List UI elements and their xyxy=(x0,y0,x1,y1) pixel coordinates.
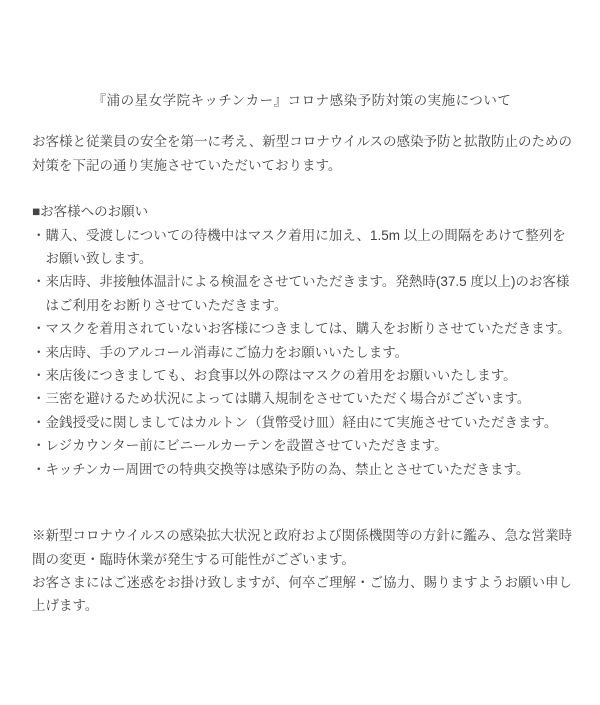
note-paragraph: お客さまにはご迷惑をお掛け致しますが、何卒ご理解・ご協力、賜りますようお願い申し上げます。 xyxy=(32,574,572,614)
customer-requests-section xyxy=(32,200,572,481)
request-list xyxy=(32,224,572,481)
list-item: ・来店時、手のアルコール消毒にご協力をお願いいたします。 xyxy=(32,344,409,360)
intro-paragraph: お客様と従業員の安全を第一に考え、新型コロナウイルスの感染予防と拡散防止のための対策を下記の通り実施させていただいております。 xyxy=(32,134,572,173)
list-item: ・三密を避けるため状況によっては購入規制をさせていただく場合がございます。 xyxy=(32,391,531,407)
list-item: ・レジカウンター前にビニールカーテンを設置させていただきます。 xyxy=(32,438,448,454)
closing-notes xyxy=(32,524,572,618)
page-title: 『浦の星女学院キッチンカー』コロナ感染予防対策の実施について xyxy=(92,93,512,108)
list-item: ・マスクを着用されていないお客様につきましては、購入をお断りさせていただきます。 xyxy=(32,321,571,337)
list-item: ・キッチンカー周囲での特典交換等は感染予防の為、禁止とさせていただきます。 xyxy=(32,461,530,477)
note-paragraph: ※新型コロナウイルスの感染拡大状況と政府および関係機関等の方針に鑑み、急な営業時間の変更・臨時休業が発生する可能性がございます。 xyxy=(32,528,572,567)
list-item: ・金銭授受に関しましてはカルトン（貨幣受け皿）経由にて実施させていただきます。 xyxy=(32,414,558,430)
section-heading: ■お客様へのお願い xyxy=(32,204,149,220)
list-item: ・来店時、非接触体温計による検温をさせていただきます。発熱時(37.5 度以上)のお客様はご利用をお断りさせていただきます。 xyxy=(32,274,570,313)
list-item: ・来店後につきましても、お食事以外の際はマスクの着用をお願いいたします。 xyxy=(32,368,517,384)
list-item: ・購入、受渡しについての待機中はマスク着用に加え、1.5m 以上の間隔をあけて整列をお願い致します。 xyxy=(32,227,566,267)
